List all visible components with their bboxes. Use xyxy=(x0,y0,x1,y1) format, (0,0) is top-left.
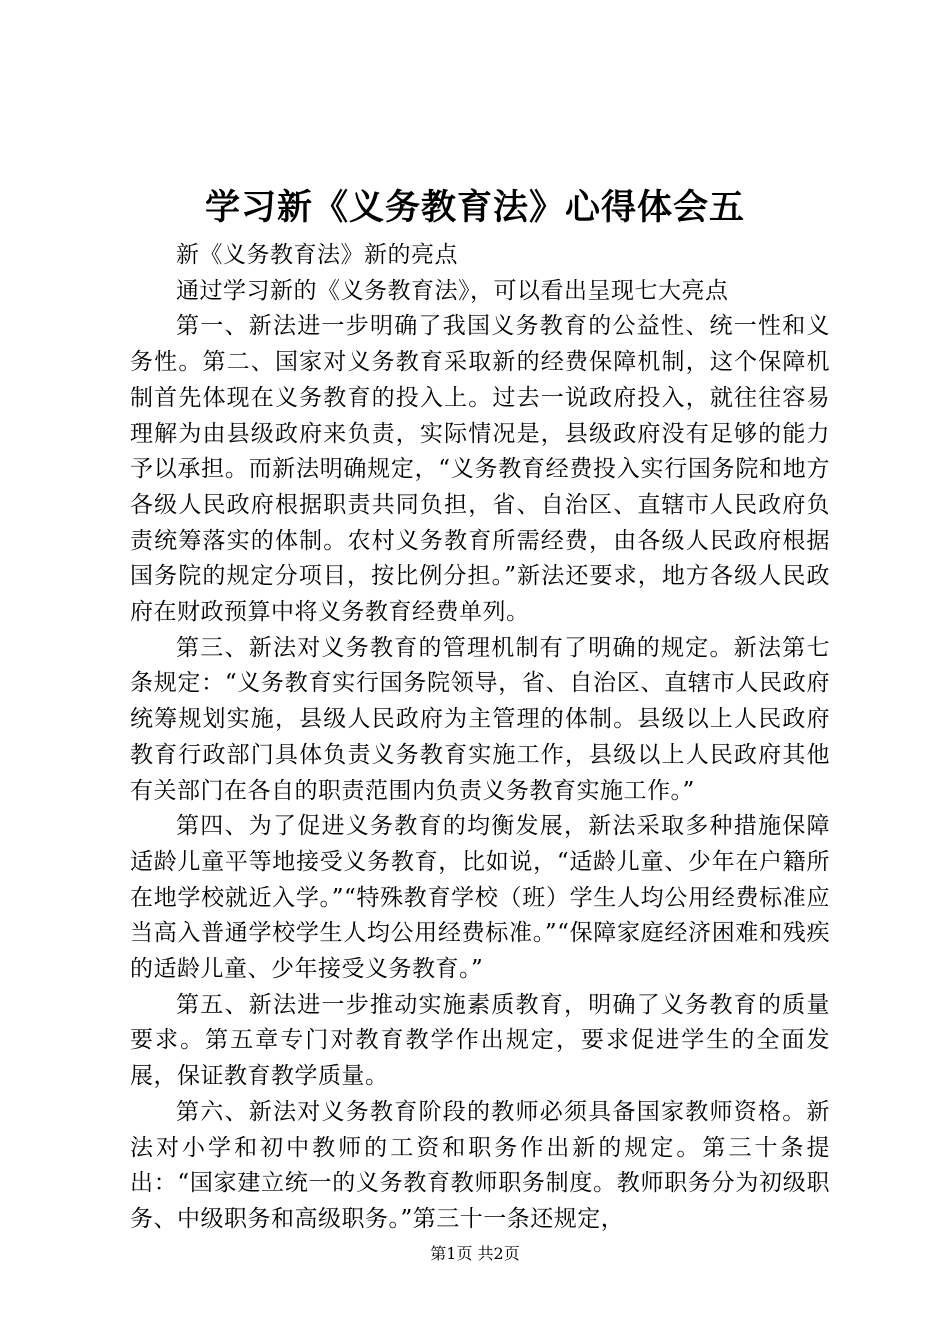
paragraph-3: 第一、新法进一步明确了我国义务教育的公益性、统一性和义务性。第二、国家对义务教育采取新的经费保障机制，这个保障机制首先体现在义务教育的投入上。过去一说政府投入，就往往容易理解为由县级政府来负责，实际情况是，县级政府没有足够的能力予以承担。而新法明确规定，“义务教育经费投入实行国务院和地方各级人民政府根据职责共同负担，省、自治区、直辖市人民政府负责统筹落实的体制。农村义务教育所需经费，由各级人民政府根据国务院的规定分项目，按比例分担。”新法还要求，地方各级人民政府在财政预算中将义务教育经费单列。 xyxy=(130,313,830,626)
paragraph-2: 通过学习新的《义务教育法》，可以看出呈现七大亮点 xyxy=(176,277,729,304)
page-footer: 第1页 共2页 xyxy=(430,1244,520,1263)
document-body xyxy=(130,238,830,1238)
paragraph-5: 第四、为了促进义务教育的均衡发展，新法采取多种措施保障适龄儿童平等地接受义务教育，比如说，“适龄儿童、少年在户籍所在地学校就近入学。”“特殊教育学校（班）学生人均公用经费标准应当高入普通学校学生人均公用经费标准。”“保障家庭经济困难和残疾的适龄儿童、少年接受义务教育。” xyxy=(130,813,830,983)
paragraph-1: 新《义务教育法》新的亮点 xyxy=(176,242,458,268)
paragraph-4: 第三、新法对义务教育的管理机制有了明确的规定。新法第七条规定：“义务教育实行国务院领导，省、自治区、直辖市人民政府统筹规划实施，县级人民政府为主管理的体制。县级以上人民政府教育行政部门具体负责义务教育实施工作，县级以上人民政府其他有关部门在各自的职责范围内负责义务教育实施工作。” xyxy=(130,634,830,804)
document-title: 学习新《义务教育法》心得体会五 xyxy=(204,188,745,228)
paragraph-7: 第六、新法对义务教育阶段的教师必须具备国家教师资格。新法对小学和初中教师的工资和职务作出新的规定。第三十条提出：“国家建立统一的义务教育教师职务制度。教师职务分为初级职务、中级职务和高级职务。”第三十一条还规定， xyxy=(130,1098,830,1232)
paragraph-6: 第五、新法进一步推动实施素质教育，明确了义务教育的质量要求。第五章专门对教育教学作出规定，要求促进学生的全面发展，保证教育教学质量。 xyxy=(130,991,830,1090)
